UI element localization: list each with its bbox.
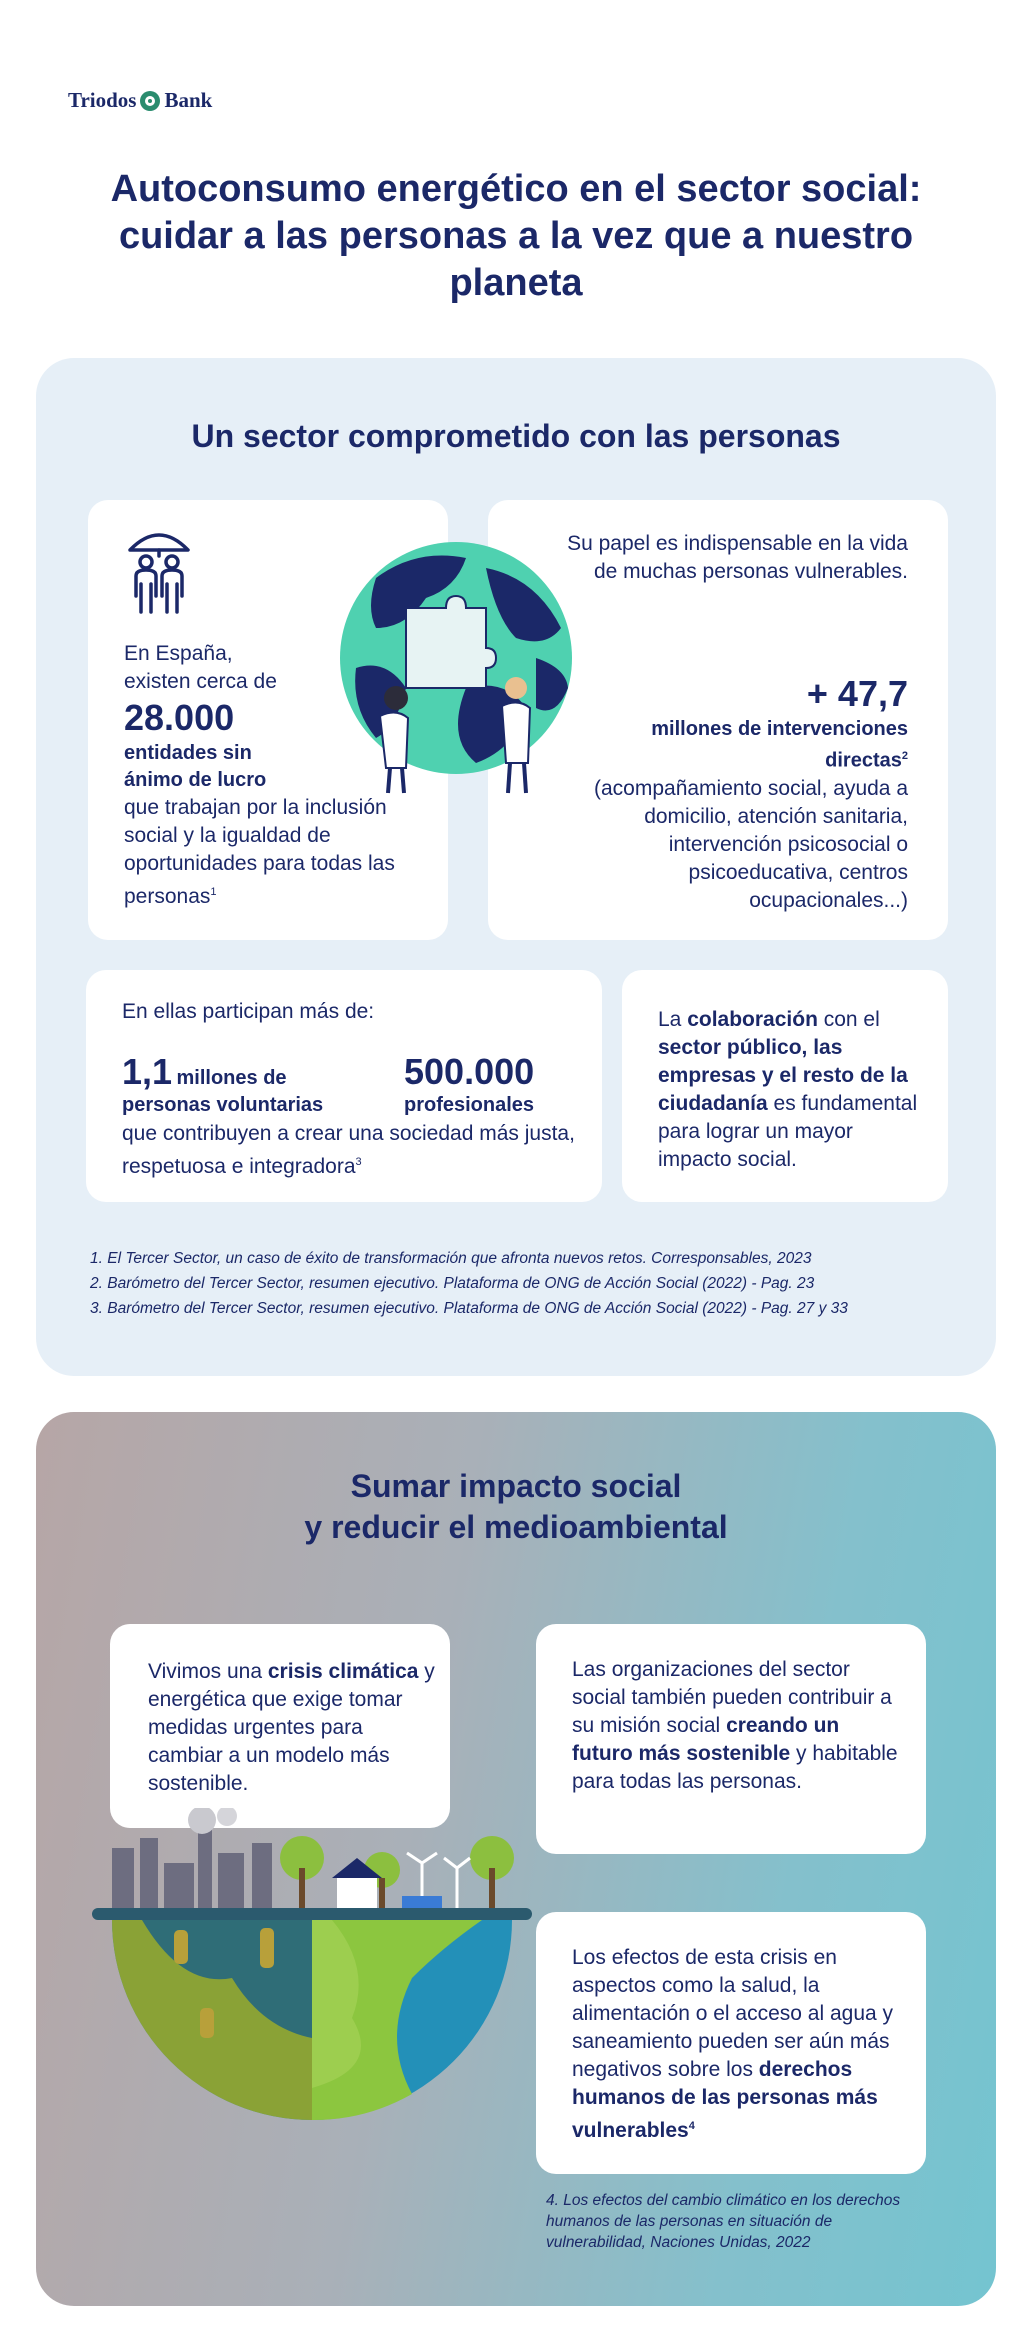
entities-number: 28.000 — [124, 697, 235, 738]
volunteers-number: 1,1 — [122, 1051, 173, 1092]
effects-card — [536, 1912, 926, 2174]
professionals-stat — [404, 1052, 584, 1119]
tree-icon — [280, 1836, 514, 1908]
brand-name-right: Bank — [164, 88, 213, 112]
interventions-number: + 47,7 — [806, 673, 908, 714]
interventions-detail: (acompañamiento social, ayuda a domicilio, atención sanitaria, intervención psicosocial o psicoeducativa, centros ocupacionales...) — [593, 776, 908, 912]
section-heading: Sumar impacto social y reducir el medioambiental — [304, 1468, 728, 1545]
half-earth-illustration — [82, 1808, 542, 2138]
volunteers-stat — [122, 1052, 372, 1119]
section-social-sector — [36, 358, 996, 1376]
interventions-intro: Su papel es indispensable en la vida de muchas personas vulnerables. — [567, 532, 908, 583]
interventions-stat — [528, 672, 908, 915]
factory-icon — [112, 1828, 272, 1908]
footnote-4: 4. Los efectos del cambio climático en los derechos humanos de las personas en situación de vulnerabilidad, Naciones Unidas, 2022 — [546, 2192, 901, 2251]
participants-tail: que contribuyen a crear una sociedad más justa, respetuosa e integradora$^3$ — [122, 1122, 575, 1178]
entities-label: entidades sin ánimo de lucro — [124, 742, 267, 791]
effects-text: Los efectos de esta crisis en aspectos como la salud, la alimentación o el acceso al agua y saneamiento pueden ser aún más negativos sobre los derechos humanos de las personas más vulnerables$^4$ — [572, 1946, 894, 2142]
people-umbrella-icon — [124, 526, 194, 616]
participants-card — [86, 970, 602, 1202]
section-heading: Un sector comprometido con las personas — [191, 418, 841, 454]
brand-flower-icon — [140, 91, 160, 111]
brand-name-left: Triodos — [68, 88, 137, 112]
volunteers-label: personas voluntarias — [122, 1094, 324, 1116]
volunteers-unit: millones de — [176, 1067, 287, 1089]
brand-logo[interactable] — [68, 88, 212, 113]
organizations-card — [536, 1624, 926, 1854]
footnotes — [90, 1246, 970, 1321]
interventions-label: millones de intervenciones directas$^2$ — [651, 718, 908, 772]
professionals-label: profesionales — [404, 1094, 535, 1116]
organizations-text: Las organizaciones del sector social también pueden contribuir a su misión social creando un futuro más sostenible y habitable para todas las personas. — [572, 1658, 898, 1793]
participants-intro: En ellas participan más de: — [122, 1000, 375, 1023]
footnote-1: 1. El Tercer Sector, un caso de éxito de transformación que afronta nuevos retos. Corresponsables, 2023 — [90, 1250, 812, 1267]
climate-crisis-text: Vivimos una crisis climática y energética que exige tomar medidas urgentes para cambiar a un modelo más sostenible. — [148, 1660, 435, 1795]
footnote-2: 2. Barómetro del Tercer Sector, resumen ejecutivo. Plataforma de ONG de Acción Social (2022) - Pag. 23 — [90, 1275, 815, 1292]
collaboration-text: La colaboración con el sector público, las empresas y el resto de la ciudadanía es fundamental para lograr un mayor impacto social. — [658, 1008, 918, 1171]
section-environmental-impact — [36, 1412, 996, 2306]
footnote-3: 3. Barómetro del Tercer Sector, resumen ejecutivo. Plataforma de ONG de Acción Social (2022) - Pag. 27 y 33 — [90, 1300, 848, 1317]
collaboration-card — [622, 970, 948, 1202]
entities-description: que trabajan por la inclusión social y la igualdad de oportunidades para todas las personas$^1$ — [124, 796, 395, 908]
entities-pre: En España, existen cerca de — [124, 642, 277, 693]
climate-crisis-card — [110, 1624, 450, 1828]
puzzle-globe-illustration — [336, 538, 576, 798]
professionals-number: 500.000 — [404, 1051, 535, 1092]
page-title: Autoconsumo energético en el sector social: cuidar a las personas a la vez que a nuestro planeta — [110, 168, 922, 304]
